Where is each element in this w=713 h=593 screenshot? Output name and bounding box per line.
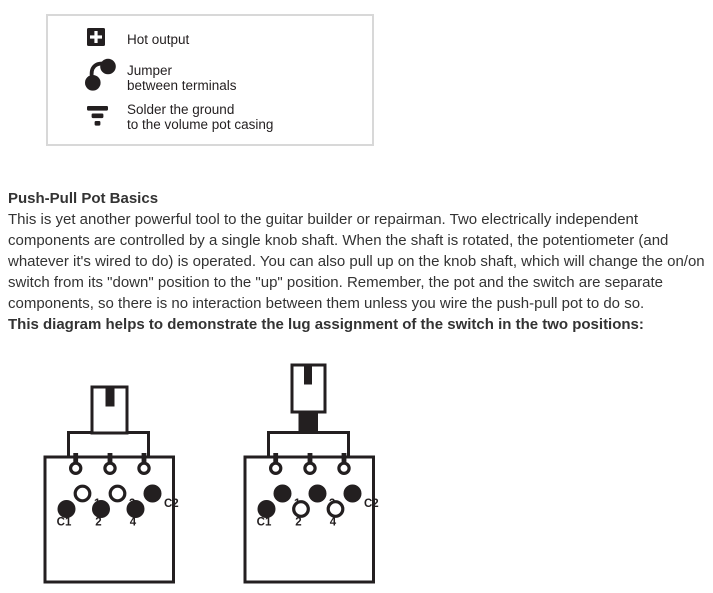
shaft-slot: [304, 367, 312, 385]
terminal-4: [328, 502, 343, 517]
lug-stem: [273, 453, 278, 463]
diagram-caption: This diagram helps to demonstrate the lug assignment of the switch in the two positions:: [8, 316, 644, 333]
legend-box: [46, 14, 374, 146]
shaft-slot: [106, 389, 115, 407]
legend-label-line: Hot output: [127, 32, 190, 47]
terminal-label-2: 2: [95, 516, 102, 529]
lug-ring: [139, 463, 149, 473]
lug-ring: [271, 463, 281, 473]
shaft-stem: [299, 410, 319, 434]
lug-stem: [73, 453, 78, 463]
terminal-3: [309, 485, 327, 503]
terminal-label-2: 2: [295, 516, 302, 529]
terminal-label-C1: C1: [56, 516, 72, 529]
terminal-3: [110, 486, 125, 501]
terminal-label-C2: C2: [364, 498, 379, 510]
legend-label: [127, 32, 189, 47]
terminal-1: [75, 486, 90, 501]
ground-icon: [87, 106, 108, 131]
lug-ring: [339, 463, 349, 473]
lug-stem: [108, 453, 113, 463]
legend-label-line: to the volume pot casing: [127, 117, 274, 132]
legend-label: [127, 102, 273, 132]
lug-stem: [142, 453, 147, 463]
lug-ring: [71, 463, 81, 473]
paragraph-line: switch from its "down" position to the "up" position. Remember, the pot and the switch are separate: [8, 274, 663, 291]
terminal-C2: [344, 485, 362, 503]
paragraph-line: components, so there is no interaction between them unless you wire the push-pull pot to do so.: [8, 295, 645, 312]
terminal-4: [127, 500, 145, 518]
terminal-C2: [144, 485, 162, 503]
switch-up-position: [240, 357, 390, 593]
legend-label-line: Jumper: [127, 63, 173, 78]
paragraph-line: This is yet another powerful tool to the guitar builder or repairman. Two electrically independent: [8, 211, 639, 228]
terminal-label-C2: C2: [164, 498, 179, 510]
terminal-label-4: 4: [129, 516, 137, 529]
lug-stem: [342, 453, 347, 463]
lug-ring: [305, 463, 315, 473]
lug-ring: [105, 463, 115, 473]
legend-label-line: between terminals: [127, 78, 237, 93]
terminal-2: [294, 502, 309, 517]
article: [8, 188, 713, 335]
terminal-C1: [58, 500, 76, 518]
jumper-icon: [85, 58, 117, 97]
section-heading: Push-Pull Pot Basics: [8, 190, 159, 207]
terminal-1: [274, 485, 292, 503]
hot-output-icon: [87, 28, 105, 51]
terminal-2: [92, 500, 110, 518]
paragraph-line: whatever it's wired to do) is operated. You can also pull up on the knob shaft, which will change the on/on: [8, 253, 705, 270]
terminal-label-4: 4: [329, 516, 337, 529]
legend-label: [127, 63, 237, 93]
terminal-label-C1: C1: [256, 516, 272, 529]
legend-label-line: Solder the ground: [127, 102, 235, 117]
paragraph-line: components are controlled by a single knob shaft. When the shaft is rotated, the potentiometer (and: [8, 232, 669, 249]
switch-down-position: [40, 357, 190, 593]
body-paragraph: [8, 209, 713, 314]
lug-stem: [308, 453, 313, 463]
terminal-C1: [258, 500, 276, 518]
